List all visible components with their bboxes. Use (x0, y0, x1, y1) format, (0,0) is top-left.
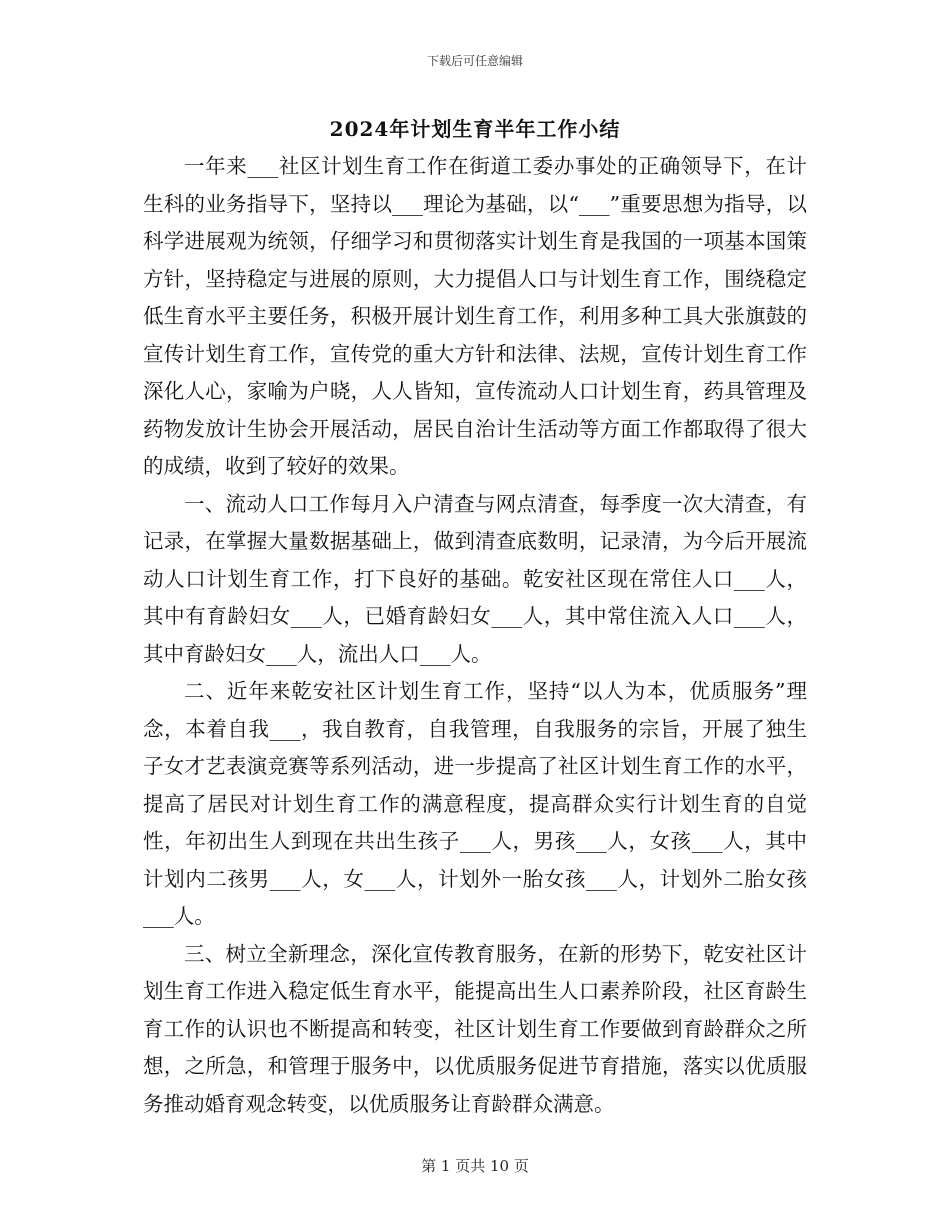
paragraph-section-3: 三、树立全新理念，深化宣传教育服务，在新的形势下，乾安社区计划生育工作进入稳定低生育水平，能提高出生人口素养阶段，社区育龄生育工作的认识也不断提高和转变，社区计划生育工作要做到育龄群众之所想，之所急，和管理于服务中，以优质服务促进节育措施，落实以优质服务推动婚育观念转变，以优质服务让育龄群众满意。 (143, 941, 807, 1116)
page-header-note: 下载后可任意编辑 (426, 54, 523, 68)
document-title: 2024年计划生育半年工作小结 (329, 117, 621, 141)
paragraph-section-1: 一、流动人口工作每月入户清查与网点清查，每季度一次大清查，有记录，在掌握大量数据基础上，做到清查底数明，记录清，为今后开展流动人口计划生育工作，打下良好的基础。乾安社区现在常住人口___人，其中有育龄妇女___人，已婚育龄妇女___人，其中常住流入人口___人，其中育龄妇女___人，流出人口___人。 (143, 491, 807, 666)
paragraph-intro: 一年来___社区计划生育工作在街道工委办事处的正确领导下，在计生科的业务指导下，坚持以___理论为基础，以“___”重要思想为指导，以科学进展观为统领，仔细学习和贯彻落实计划生育是我国的一项基本国策方针，坚持稳定与进展的原则，大力提倡人口与计划生育工作，围绕稳定低生育水平主要任务，积极开展计划生育工作，利用多种工具大张旗鼓的宣传计划生育工作，宣传党的重大方针和法律、法规，宣传计划生育工作深化人心，家喻为户晓，人人皆知，宣传流动人口计划生育，药具管理及药物发放计生协会开展活动，居民自治计生活动等方面工作都取得了很大的成绩，收到了较好的效果。 (143, 154, 807, 478)
paragraph-section-2: 二、近年来乾安社区计划生育工作，坚持“以人为本，优质服务”理念，本着自我___，我自教育，自我管理，自我服务的宗旨，开展了独生子女才艺表演竞赛等系列活动，进一步提高了社区计划生育工作的水平，提高了居民对计划生育工作的满意程度，提高群众实行计划生育的自觉性，年初出生人到现在共出生孩子___人，男孩___人，女孩___人，其中计划内二孩男___人，女___人，计划外一胎女孩___人，计划外二胎女孩___人。 (143, 679, 807, 928)
document-body (143, 148, 807, 1123)
page-number: 第 1 页共 10 页 (421, 1157, 529, 1175)
